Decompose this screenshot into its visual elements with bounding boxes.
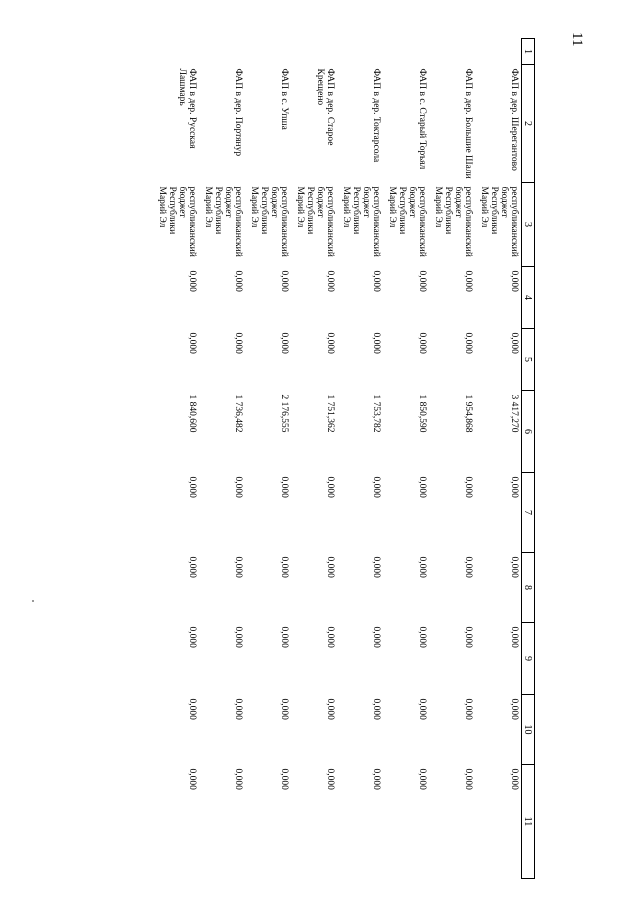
cell-source: республиканский бюджет Республики Марий Эл	[249, 186, 289, 257]
cell-c8: 0,000	[279, 556, 289, 578]
cell-c5: 0,000	[463, 332, 473, 354]
table-row	[291, 39, 337, 879]
cell-source: республиканский бюджет Республики Марий Эл	[387, 186, 427, 257]
cell-c4: 0,000	[279, 270, 289, 292]
table-row	[337, 39, 383, 879]
cell-c8: 0,000	[325, 556, 335, 578]
cell-c9: 0,000	[233, 626, 243, 648]
cell-c5: 0,000	[509, 332, 519, 354]
cell-c9: 0,000	[371, 626, 381, 648]
cell-c4: 0,000	[371, 270, 381, 292]
cell-c10: 0,000	[463, 698, 473, 720]
cell-c11: 0,000	[325, 768, 335, 790]
cell-source: республиканский бюджет Республики Марий Эл	[295, 186, 335, 257]
col-header-9: 9	[522, 623, 535, 695]
cell-c11: 0,000	[509, 768, 519, 790]
cell-name: ФАП в дер. Токтарсола	[371, 68, 381, 163]
cell-c4: 0,000	[325, 270, 335, 292]
budget-table	[153, 38, 535, 879]
cell-c4: 0,000	[233, 270, 243, 292]
cell-name: ФАП в дер. Шерегантово	[509, 68, 519, 171]
cell-c9: 0,000	[417, 626, 427, 648]
cell-c5: 0,000	[325, 332, 335, 354]
cell-c10: 0,000	[371, 698, 381, 720]
cell-c11: 0,000	[463, 768, 473, 790]
cell-c9: 0,000	[463, 626, 473, 648]
header-row	[522, 39, 535, 879]
cell-col1	[291, 39, 337, 65]
cell-name: ФАП в дер. Старое Крещено	[315, 68, 335, 146]
table-row	[475, 39, 522, 879]
cell-c9: 0,000	[325, 626, 335, 648]
cell-c11: 0,000	[371, 768, 381, 790]
cell-c9: 0,000	[187, 626, 197, 648]
cell-col1	[245, 39, 291, 65]
cell-c6: 1 840,600	[187, 394, 197, 433]
cell-c4: 0,000	[509, 270, 519, 292]
cell-c6: 1 753,782	[371, 394, 381, 433]
cell-c7: 0,000	[371, 476, 381, 498]
cell-c8: 0,000	[371, 556, 381, 578]
cell-c6: 1 954,868	[463, 394, 473, 433]
cell-c7: 0,000	[417, 476, 427, 498]
cell-c10: 0,000	[233, 698, 243, 720]
cell-name: ФАП в дер. Портянур	[233, 68, 243, 157]
cell-col1	[153, 39, 199, 65]
cell-c8: 0,000	[417, 556, 427, 578]
cell-col1	[429, 39, 475, 65]
cell-c11: 0,000	[187, 768, 197, 790]
cell-c6: 3 417,270	[509, 394, 519, 433]
table-row	[429, 39, 475, 879]
cell-c7: 0,000	[279, 476, 289, 498]
col-header-5: 5	[522, 329, 535, 391]
cell-c10: 0,000	[187, 698, 197, 720]
col-header-2: 2	[522, 65, 535, 183]
cell-c6: 1 850,590	[417, 394, 427, 433]
cell-c9: 0,000	[279, 626, 289, 648]
speck	[32, 600, 34, 602]
cell-c9: 0,000	[509, 626, 519, 648]
cell-c5: 0,000	[187, 332, 197, 354]
cell-c4: 0,000	[463, 270, 473, 292]
col-header-8: 8	[522, 553, 535, 623]
cell-name: ФАП в с. Старый Торъял	[417, 68, 427, 170]
cell-c8: 0,000	[233, 556, 243, 578]
col-header-3: 3	[522, 183, 535, 267]
cell-c10: 0,000	[417, 698, 427, 720]
cell-source: республиканский бюджет Республики Марий Эл	[433, 186, 473, 257]
cell-c6: 1 751,362	[325, 394, 335, 433]
cell-col1	[199, 39, 245, 65]
cell-c11: 0,000	[233, 768, 243, 790]
cell-c7: 0,000	[187, 476, 197, 498]
table-row	[383, 39, 429, 879]
col-header-7: 7	[522, 473, 535, 553]
cell-c10: 0,000	[325, 698, 335, 720]
cell-c4: 0,000	[187, 270, 197, 292]
cell-name: ФАП в с. Упша	[279, 68, 289, 130]
cell-c11: 0,000	[417, 768, 427, 790]
cell-c4: 0,000	[417, 270, 427, 292]
cell-c6: 1 736,482	[233, 394, 243, 433]
cell-col1	[383, 39, 429, 65]
budget-table-container	[122, 38, 535, 878]
cell-c5: 0,000	[233, 332, 243, 354]
cell-source: республиканский бюджет Республики Марий Эл	[157, 186, 197, 257]
page-number: 11	[569, 32, 585, 47]
col-header-11: 11	[522, 765, 535, 879]
cell-source: республиканский бюджет Республики Марий Эл	[341, 186, 381, 257]
cell-source: республиканский бюджет Республики Марий Эл	[203, 186, 243, 257]
cell-c5: 0,000	[279, 332, 289, 354]
cell-col1	[475, 39, 522, 65]
cell-c8: 0,000	[463, 556, 473, 578]
cell-c6: 2 176,555	[279, 394, 289, 433]
cell-name: ФАП в дер. Большие Шали	[463, 68, 473, 179]
cell-c7: 0,000	[509, 476, 519, 498]
cell-name: ФАП в дер. Русская Лашмарь	[177, 68, 197, 149]
cell-c5: 0,000	[371, 332, 381, 354]
cell-c7: 0,000	[325, 476, 335, 498]
table-row	[199, 39, 245, 879]
col-header-4: 4	[522, 267, 535, 329]
cell-c7: 0,000	[463, 476, 473, 498]
cell-c5: 0,000	[417, 332, 427, 354]
cell-c8: 0,000	[187, 556, 197, 578]
cell-c8: 0,000	[509, 556, 519, 578]
cell-c10: 0,000	[279, 698, 289, 720]
cell-col1	[337, 39, 383, 65]
table-row	[153, 39, 199, 879]
col-header-6: 6	[522, 391, 535, 473]
col-header-10: 10	[522, 695, 535, 765]
cell-c11: 0,000	[279, 768, 289, 790]
cell-c10: 0,000	[509, 698, 519, 720]
cell-source: республиканский бюджет Республики Марий Эл	[479, 186, 519, 257]
col-header-1: 1	[522, 39, 535, 65]
cell-c7: 0,000	[233, 476, 243, 498]
table-row	[245, 39, 291, 879]
